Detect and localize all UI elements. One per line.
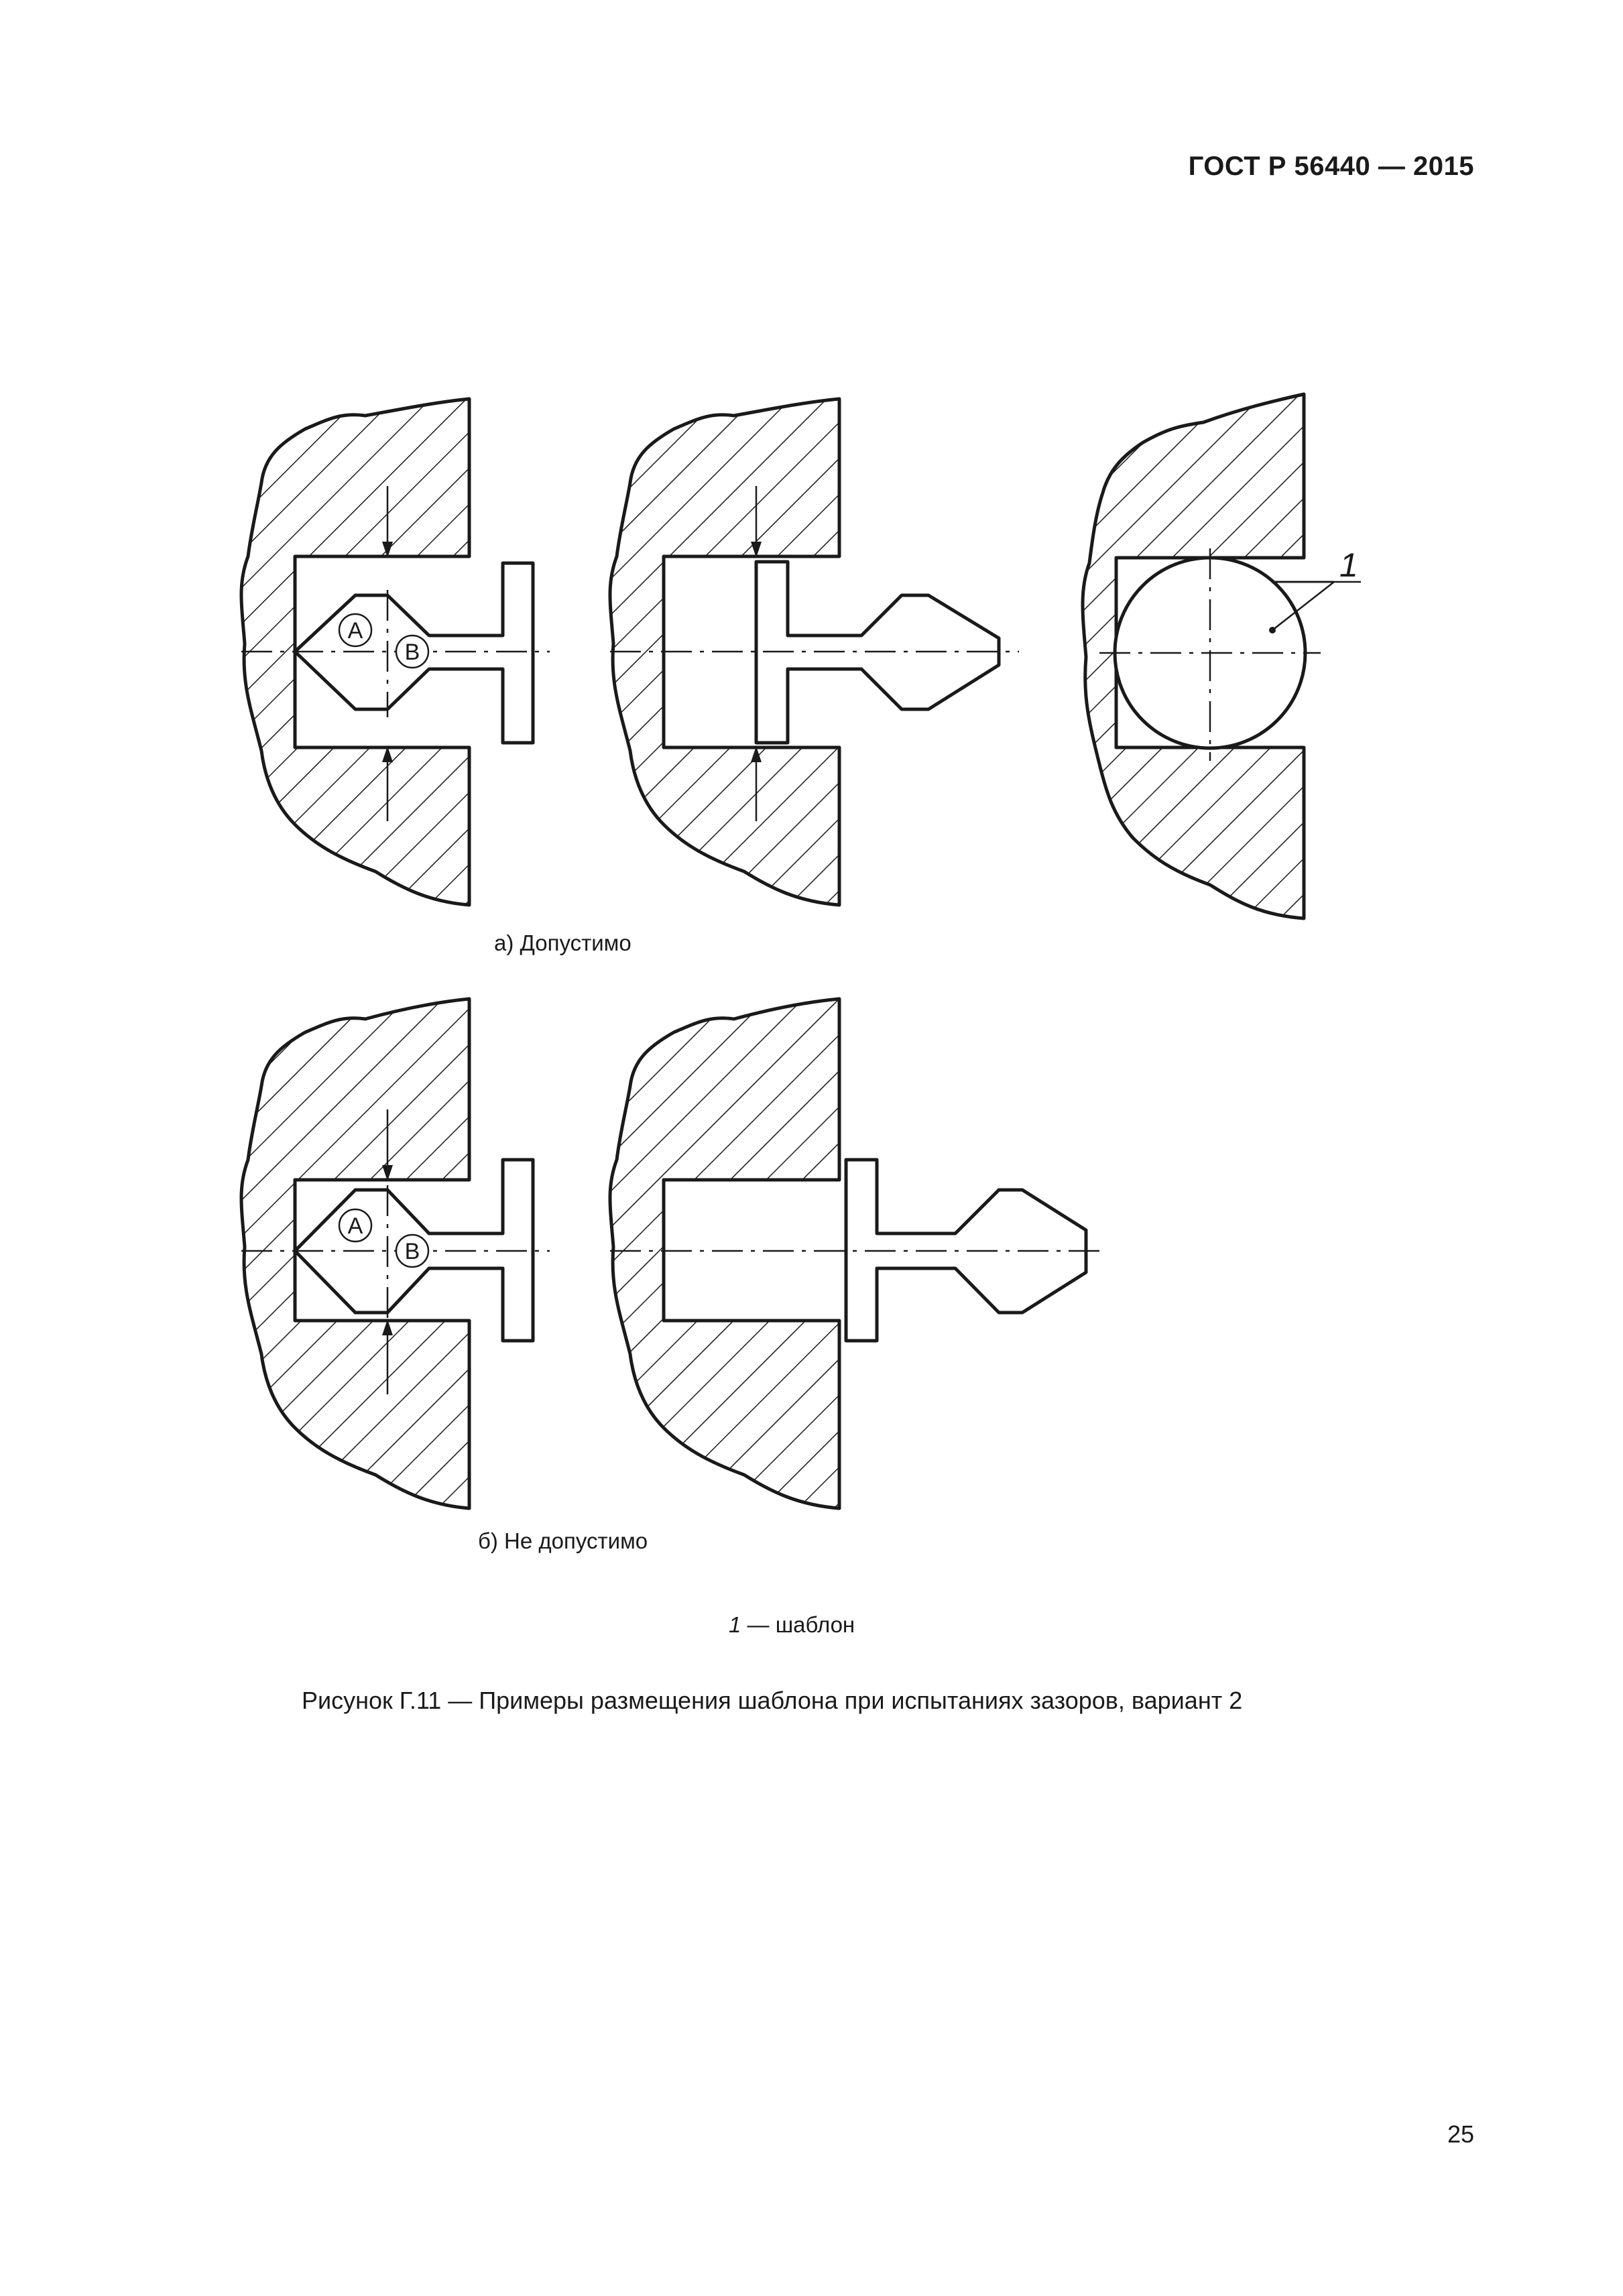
legend-number: 1 — [729, 1612, 741, 1637]
marker-a-text: A — [347, 618, 363, 644]
marker-b-text: B — [404, 640, 420, 665]
caption-not-allowed: б) Не допустимо — [478, 1528, 648, 1553]
figure-title: Рисунок Г.11 — Примеры размещения шаблона при испытаниях зазоров, вариант 2 — [302, 1687, 1243, 1714]
legend-text: — шаблон — [747, 1612, 855, 1637]
drawing-b2 — [610, 999, 1106, 1508]
drawing-b1 — [241, 999, 550, 1508]
document-header: ГОСТ Р 56440 — 2015 — [1188, 152, 1474, 181]
legend — [729, 1612, 855, 1638]
drawing-a3 — [1083, 394, 1361, 918]
page-number: 25 — [1447, 2120, 1474, 2148]
drawing-a1 — [241, 399, 550, 905]
caption-allowed: а) Допустимо — [494, 930, 632, 955]
marker-a-text: A — [347, 1213, 363, 1239]
drawing-a2 — [610, 399, 1019, 905]
leader-label: 1 — [1339, 546, 1358, 584]
marker-b-text: B — [404, 1239, 420, 1264]
leader-dot — [1269, 627, 1276, 633]
gap-wall-body — [610, 999, 839, 1508]
